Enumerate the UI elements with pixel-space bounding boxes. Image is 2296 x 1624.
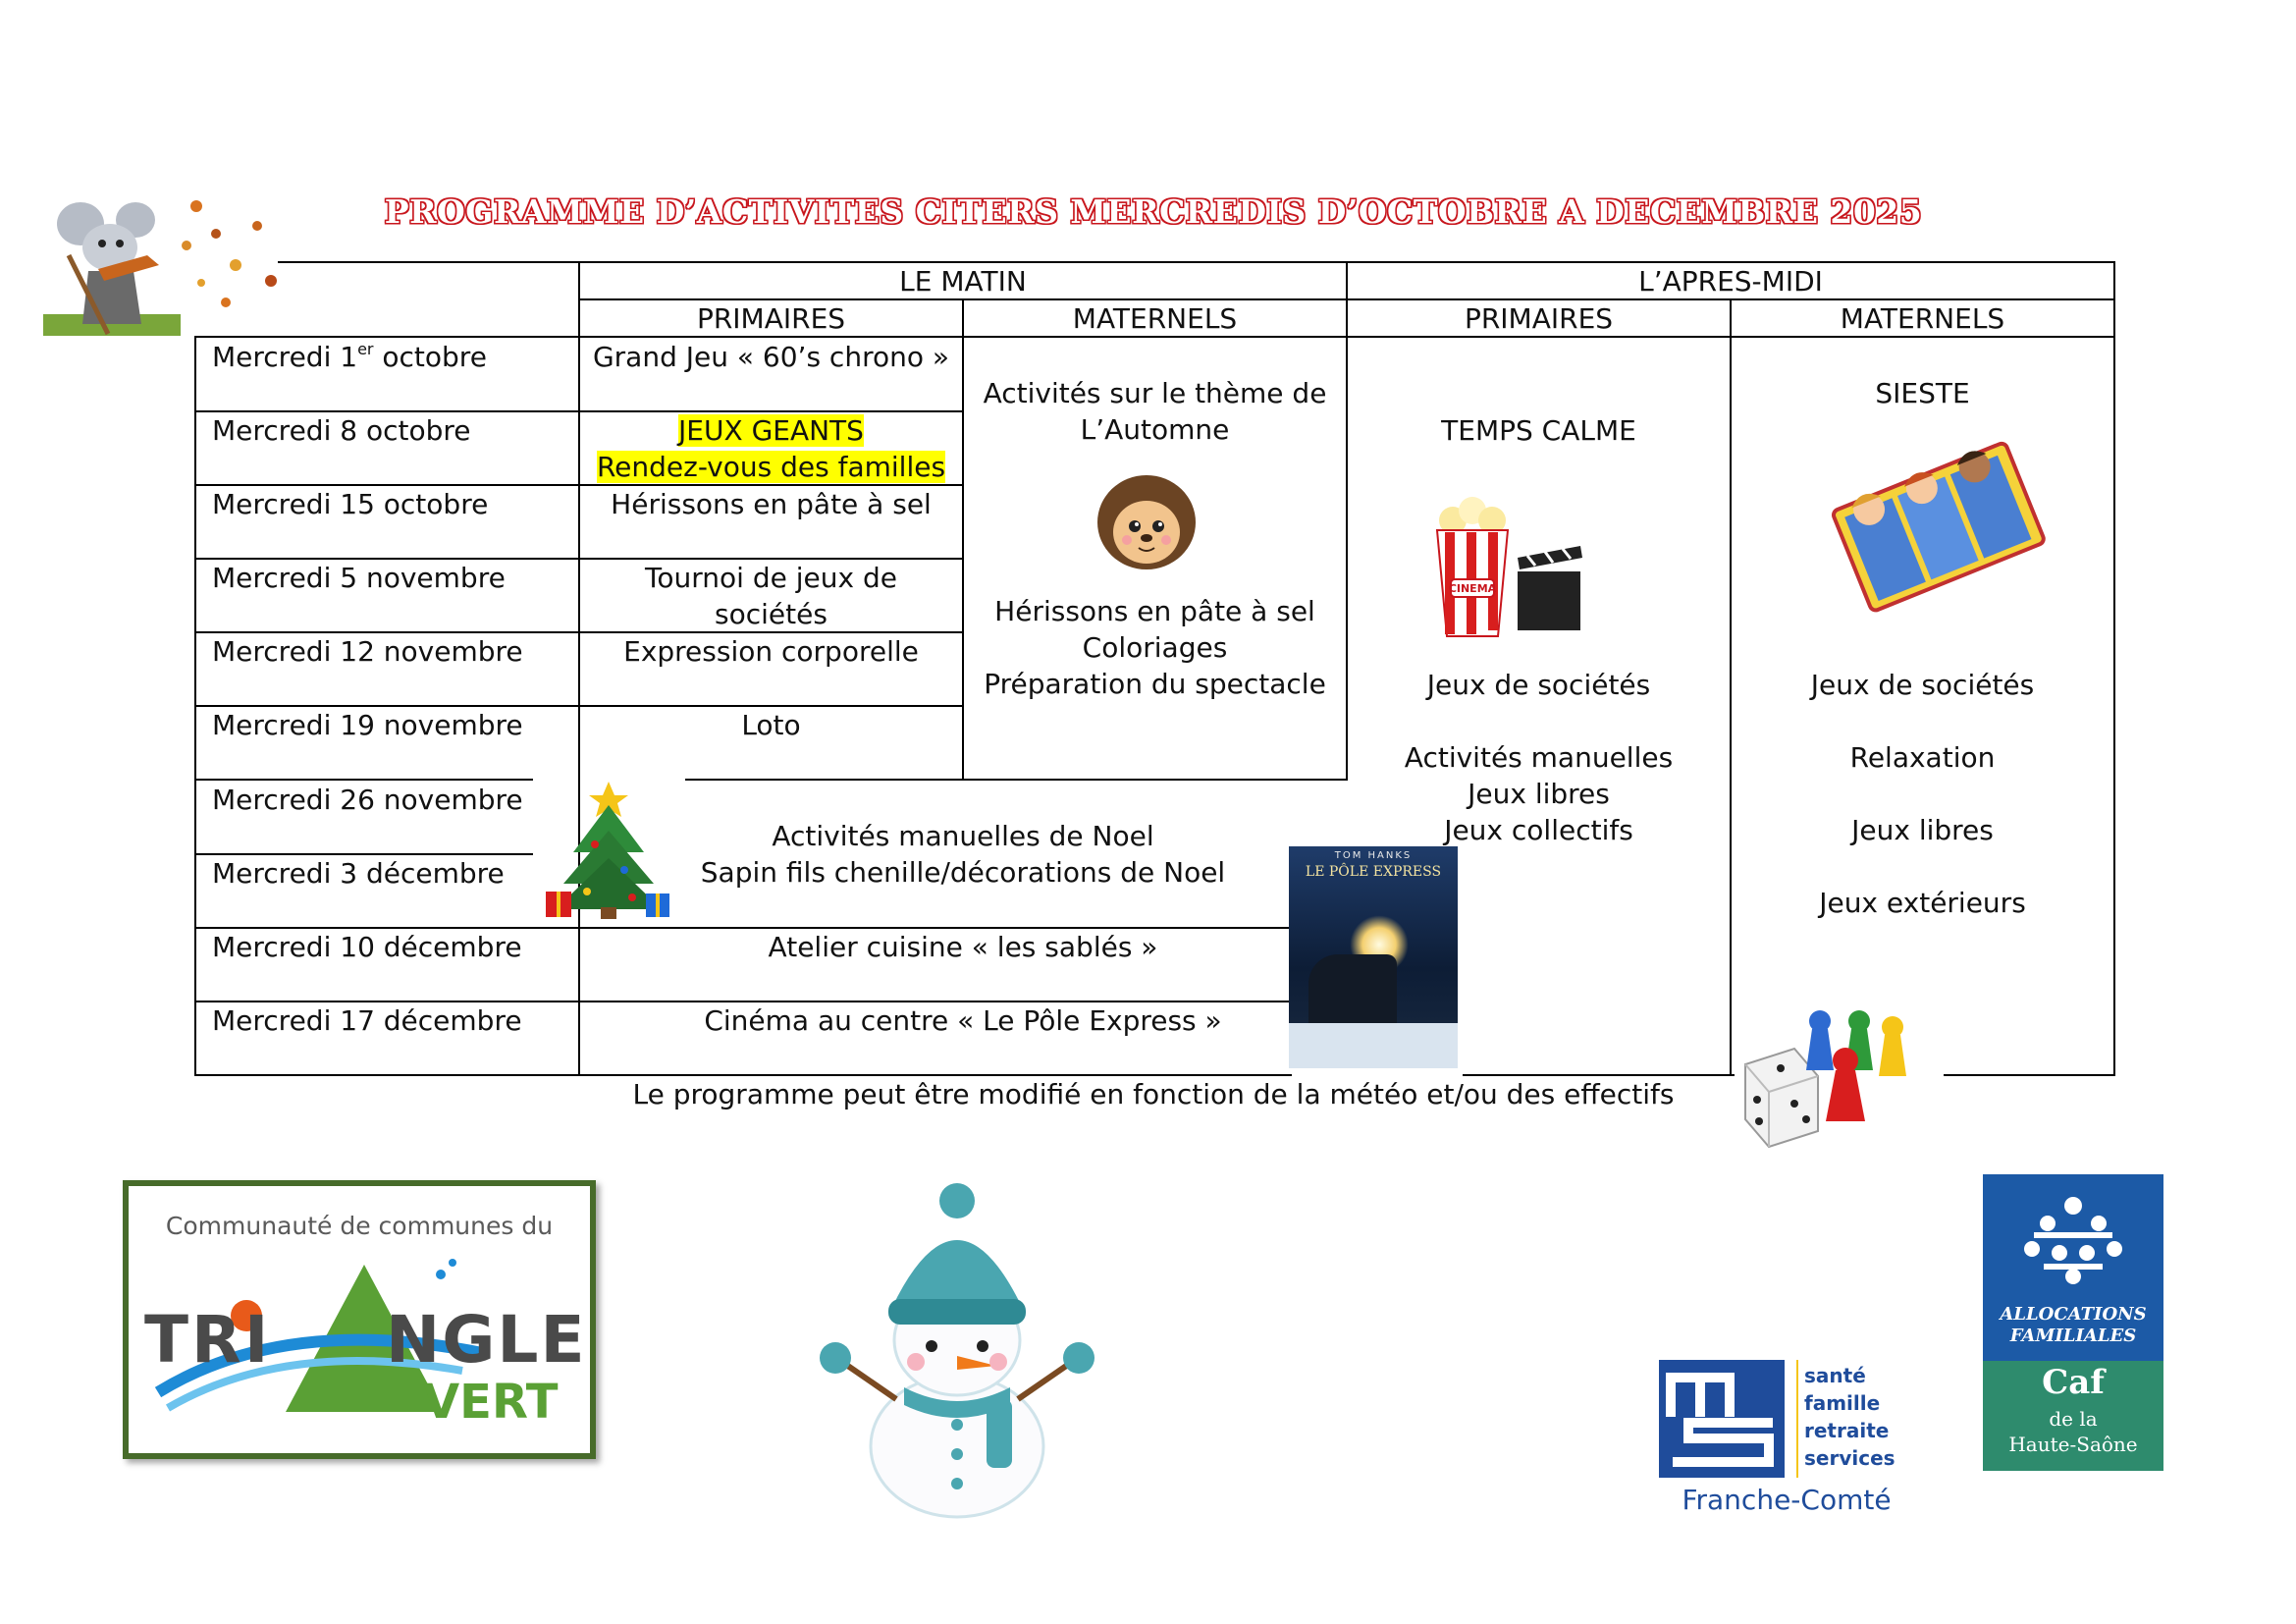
morning-maternels-theme: Activités sur le thème de L’Automne bbox=[983, 377, 1327, 446]
header-afternoon-maternels: MATERNELS bbox=[1840, 302, 2005, 335]
msa-region: Franche-Comté bbox=[1682, 1484, 1892, 1516]
header-morning-maternels: MATERNELS bbox=[1072, 302, 1238, 335]
header-afternoon-primaires: PRIMAIRES bbox=[1464, 302, 1614, 335]
page-title: PROGRAMME D’ACTIVITES CITERS MERCREDIS D’OCTOBRE A DECEMBRE 2025 bbox=[384, 192, 1923, 231]
caf-de-la: de la bbox=[2049, 1407, 2098, 1431]
morning-primaires-r4: Tournoi de jeux de sociétés bbox=[645, 562, 897, 630]
msa-retraite: retraite bbox=[1804, 1419, 1890, 1442]
header-morning-primaires: PRIMAIRES bbox=[696, 302, 846, 335]
polar-express-poster bbox=[1289, 846, 1458, 1068]
date-row-4: Mercredi 5 novembre bbox=[212, 562, 506, 594]
caf-logo bbox=[1983, 1174, 2163, 1471]
triangle-logo-ngle: NGLE bbox=[386, 1302, 587, 1378]
header-afternoon: L’APRES-MIDI bbox=[1638, 265, 1823, 298]
caf-familiales: FAMILIALES bbox=[2009, 1326, 2137, 1346]
poster-title: LE PÔLE EXPRESS bbox=[1305, 864, 1442, 880]
morning-primaires-r3: Hérissons en pâte à sel bbox=[611, 488, 932, 520]
msa-logo bbox=[1659, 1360, 1924, 1517]
date-row-2: Mercredi 8 octobre bbox=[212, 414, 471, 447]
triangle-vert-logo bbox=[123, 1180, 596, 1459]
msa-sante: santé bbox=[1804, 1364, 1866, 1387]
date-row-1: Mercredi 1er octobre bbox=[212, 340, 487, 373]
morning-maternels-activities: Hérissons en pâte à sel Coloriages Préparation du spectacle bbox=[984, 595, 1326, 700]
morning-primaires-r2: JEUX GEANTS Rendez-vous des familles bbox=[596, 414, 946, 483]
morning-primaires-r1: Grand Jeu « 60’s chrono » bbox=[592, 341, 950, 373]
date-row-10: Mercredi 17 décembre bbox=[212, 1004, 522, 1037]
autumn-mouse-illustration bbox=[39, 187, 285, 344]
afternoon-maternels-jeux: Jeux de sociétés bbox=[1810, 669, 2035, 701]
christmas-tree-illustration bbox=[530, 776, 687, 923]
msa-famille: famille bbox=[1804, 1391, 1881, 1415]
snowman-illustration bbox=[810, 1183, 1104, 1522]
disclaimer-note: Le programme peut être modifié en fonction de la météo et/ou des effectifs bbox=[632, 1078, 1675, 1110]
afternoon-primaires-calme: TEMPS CALME bbox=[1441, 414, 1636, 447]
morning-primaires-r6: Loto bbox=[741, 709, 801, 741]
afternoon-primaires-more: Activités manuelles Jeux libres Jeux collectifs bbox=[1404, 741, 1674, 846]
date-row-6: Mercredi 19 novembre bbox=[212, 709, 523, 741]
header-morning: LE MATIN bbox=[899, 265, 1027, 298]
afternoon-maternels-ext: Jeux extérieurs bbox=[1819, 887, 2026, 919]
caf-haute-saone: Haute-Saône bbox=[2008, 1433, 2138, 1456]
afternoon-maternels-sieste: SIESTE bbox=[1875, 377, 1970, 409]
svg-text:CINEMA: CINEMA bbox=[1448, 582, 1497, 595]
cinema-popcorn-illustration bbox=[1423, 493, 1590, 640]
cuisine-row: Atelier cuisine « les sablés » bbox=[768, 931, 1158, 963]
date-row-5: Mercredi 12 novembre bbox=[212, 635, 523, 668]
poster-credit: TOM HANKS bbox=[1334, 850, 1413, 861]
sleeping-kids-illustration bbox=[1824, 424, 2050, 621]
noel-activities: Activités manuelles de Noel Sapin fils chenille/décorations de Noel bbox=[700, 820, 1226, 889]
date-row-8: Mercredi 3 décembre bbox=[212, 857, 505, 890]
triangle-logo-tri: TRI bbox=[144, 1302, 272, 1378]
afternoon-primaires-jeux: Jeux de sociétés bbox=[1426, 669, 1651, 701]
triangle-logo-vert: VERT bbox=[423, 1375, 559, 1430]
caf-name: Caf bbox=[2042, 1363, 2105, 1402]
afternoon-maternels-libres: Jeux libres bbox=[1851, 814, 1994, 846]
msa-services: services bbox=[1804, 1446, 1896, 1470]
cinema-row: Cinéma au centre « Le Pôle Express » bbox=[704, 1004, 1222, 1037]
morning-primaires-r5: Expression corporelle bbox=[623, 635, 919, 668]
board-game-illustration bbox=[1735, 1005, 1932, 1153]
date-row-7: Mercredi 26 novembre bbox=[212, 784, 523, 816]
hedgehog-illustration bbox=[1092, 469, 1201, 573]
date-row-9: Mercredi 10 décembre bbox=[212, 931, 522, 963]
triangle-logo-caption: Communauté de communes du bbox=[165, 1212, 554, 1240]
date-row-3: Mercredi 15 octobre bbox=[212, 488, 489, 520]
caf-allocations: ALLOCATIONS bbox=[2000, 1304, 2147, 1325]
afternoon-maternels-relax: Relaxation bbox=[1849, 741, 1996, 774]
